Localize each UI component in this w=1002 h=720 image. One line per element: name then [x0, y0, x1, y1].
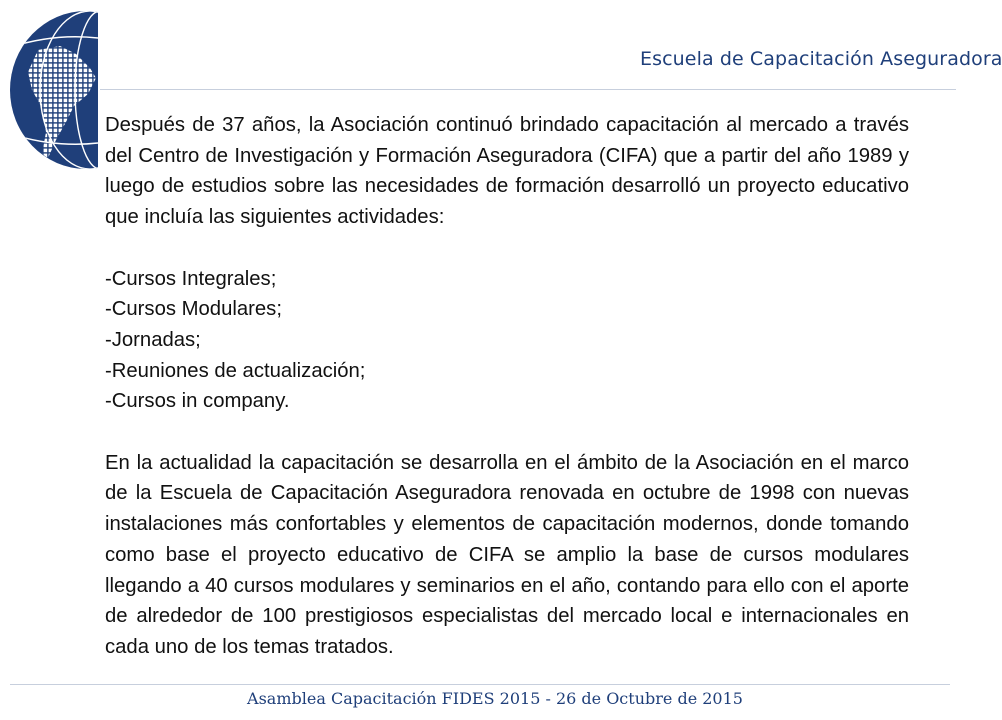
globe-logo-icon — [8, 8, 98, 173]
current-status-paragraph: En la actualidad la capacitación se desarrolla en el ámbito de la Asociación en el marco de la Escuela de Capacitación Aseguradora renovada en octubre de 1998 con nuevas instalaciones más confortables y elementos de capacitación modernos, donde tomando como base el proyecto educativo de CIFA se amplio la base de cursos modulares llegando a 40 cursos modulares y seminarios en el año, contando para ello con el aporte de alrededor de 100 prestigiosos especialistas del mercado local e internacionales en cada uno de los temas tratados. — [105, 451, 909, 658]
spacer — [105, 417, 909, 448]
slide-content — [105, 110, 909, 663]
list-item: -Cursos Integrales; — [105, 267, 277, 290]
school-title: Escuela de Capacitación Aseguradora — [640, 48, 1002, 70]
intro-paragraph: Después de 37 años, la Asociación continuó brindado capacitación al mercado a través del Centro de Investigación y Formación Aseguradora (CIFA) que a partir del año 1989 y luego de estudios sobre las necesidades de formación desarrolló un proyecto educativo que incluía las siguientes actividades: — [105, 114, 909, 229]
footer-divider — [10, 684, 950, 685]
footer-text: Asamblea Capacitación FIDES 2015 - 26 de Octubre de 2015 — [247, 689, 743, 708]
list-item: -Jornadas; — [105, 328, 201, 351]
list-item: -Cursos in company. — [105, 390, 290, 413]
list-item: -Cursos Modulares; — [105, 298, 282, 321]
activities-list — [105, 264, 909, 418]
header-divider — [100, 89, 956, 90]
list-item: -Reuniones de actualización; — [105, 359, 366, 382]
spacer — [105, 233, 909, 264]
